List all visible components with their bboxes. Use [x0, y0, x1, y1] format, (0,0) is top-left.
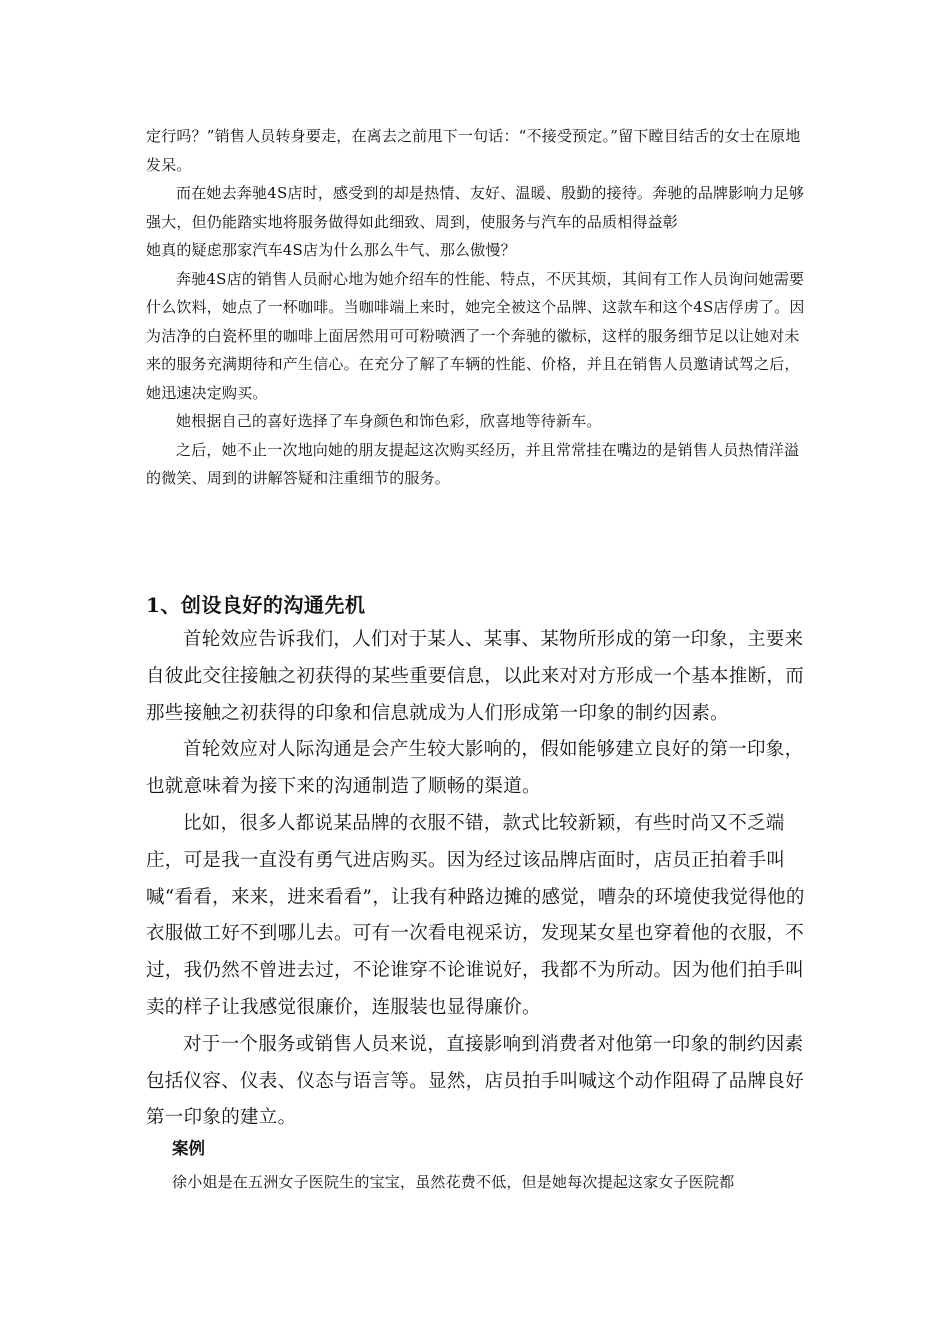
case-title: 案例 — [172, 1139, 205, 1158]
top-section — [146, 122, 806, 493]
paragraph-benz-reception: 而在她去奔驰4S店时，感受到的却是热情、友好、温暖、殷勤的接待。奔驰的品牌影响力足够强大，但仍能踏实地将服务做得如此细致、周到，使服务与汽车的品质相得益彰 — [146, 184, 805, 231]
paragraph-continuation: 定行吗？”销售人员转身要走，在离去之前甩下一句话：“不接受预定。”留下瞠目结舌的女士在原地发呆。 — [146, 127, 801, 174]
paragraph-benz-service: 奔驰4S店的销售人员耐心地为她介绍车的性能、特点，不厌其烦，其间有工作人员询问她需要什么饮料，她点了一杯咖啡。当咖啡端上来时，她完全被这个品牌、这款车和这个4S店俘虏了。因为洁净的白瓷杯里的咖啡上面居然用可可粉喷洒了一个奔驰的徽标，这样的服务细节足以让她对未来的服务充满期待和产生信心。在充分了解了车辆的性能、价格，并且在销售人员邀请试驾之后，她迅速决定购买。 — [146, 269, 805, 402]
paragraph-color-choice: 她根据自己的喜好选择了车身颜色和饰色彩，欣喜地等待新车。 — [176, 412, 602, 430]
paragraph-recommendation: 之后，她不止一次地向她的朋友提起这次购买经历，并且常常挂在嘴边的是销售人员热情洋溢的微笑、周到的讲解答疑和注重细节的服务。 — [146, 440, 800, 487]
paragraph-communication-effect: 首轮效应对人际沟通是会产生较大影响的，假如能够建立良好的第一印象，也就意味着为接下来的沟通制造了顺畅的渠道。 — [146, 739, 804, 798]
main-section — [146, 622, 818, 1137]
section-heading: 1、创设良好的沟通先机 — [146, 593, 366, 617]
case-text: 徐小姐是在五洲女子医院生的宝宝，虽然花费不低，但是她每次提起这家女子医院都 — [172, 1173, 735, 1191]
paragraph-service-staff: 对于一个服务或销售人员来说，直接影响到消费者对他第一印象的制约因素包括仪容、仪表、仪态与语言等。显然，店员拍手叫喊这个动作阻碍了品牌良好第一印象的建立。 — [146, 1033, 805, 1129]
paragraph-first-impression: 首轮效应告诉我们，人们对于某人、某事、某物所形成的第一印象，主要来自彼此交往接触之初获得的某些重要信息，以此来对对方形成一个基本推断，而那些接触之初获得的印象和信息就成为人们形成第一印象的制约因素。 — [146, 629, 805, 724]
paragraph-clothing-example: 比如，很多人都说某品牌的衣服不错，款式比较新颖，有些时尚又不乏端庄，可是我一直没有勇气进店购买。因为经过该品牌店面时，店员正拍着手叫喊“看看，来来，进来看看”，让我有种路边摊的感觉，嘈杂的环境使我觉得他的衣服做工好不到哪儿去。可有一次看电视采访，发现某女星也穿着他的衣服，不过，我仍然不曾进去过，不论谁穿不论谁说好，我都不为所动。因为他们拍手叫卖的样子让我感觉很廉价，连服装也显得廉价。 — [146, 812, 805, 1018]
paragraph-doubt: 她真的疑虑那家汽车4S店为什么那么牛气、那么傲慢？ — [146, 241, 516, 259]
